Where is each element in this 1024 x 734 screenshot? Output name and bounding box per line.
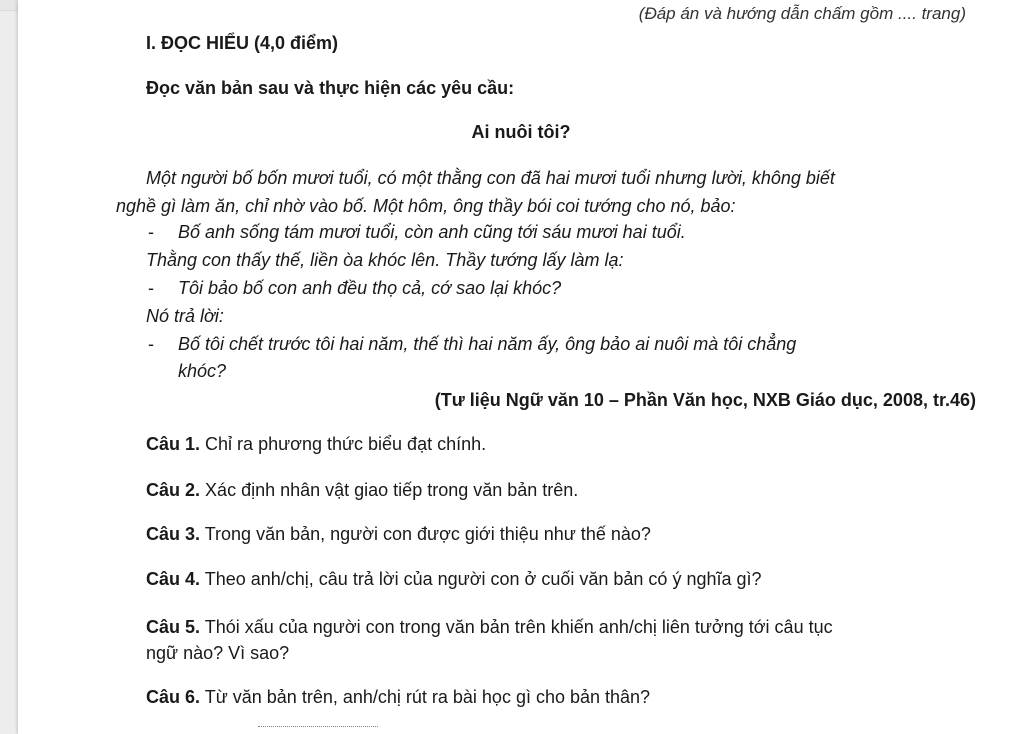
question-text: Xác định nhân vật giao tiếp trong văn bản trên. [205,480,579,500]
dialogue-dash: - [148,278,154,298]
question-item [146,687,650,708]
instruction-text: Đọc văn bản sau và thực hiện các yêu cầu: [146,78,515,98]
dialogue-dash: - [148,334,154,354]
question-item [146,617,833,638]
section-heading: I. ĐỌC HIỂU (4,0 điểm) [146,33,339,53]
story-line: Nó trả lời: [146,306,224,326]
story-source: (Tư liệu Ngữ văn 10 – Phần Văn học, NXB Giáo dục, 2008, tr.46) [434,390,976,410]
dialogue-dash: - [148,222,154,242]
question-item [146,569,762,590]
question-item [146,480,578,501]
story-line: nghề gì làm ăn, chỉ nhờ vào bố. Một hôm, ông thầy bói coi tướng cho nó, bảo: [116,196,736,216]
question-label: Câu 2. [146,480,201,500]
story-line: Bố anh sống tám mươi tuổi, còn anh cũng tới sáu mươi hai tuổi. [178,222,686,242]
question-label: Câu 1. [146,434,201,454]
question-text: Chỉ ra phương thức biểu đạt chính. [205,434,487,454]
question-label: Câu 5. [146,617,201,637]
question-item [146,524,651,545]
question-text: Trong văn bản, người con được giới thiệu như thế nào? [204,524,651,544]
answer-key-note: (Đáp án và hướng dẫn chấm gồm .... trang) [638,4,966,23]
question-text: Theo anh/chị, câu trả lời của người con ở cuối văn bản có ý nghĩa gì? [204,569,762,589]
question-label: Câu 6. [146,687,201,707]
question-text: Thói xấu của người con trong văn bản trên khiến anh/chị liên tưởng tới câu tục [204,617,833,637]
story-line: Tôi bảo bố con anh đều thọ cả, cớ sao lại khóc? [178,278,562,298]
story-line: khóc? [178,361,227,381]
story-line: Một người bố bốn mươi tuổi, có một thằng con đã hai mươi tuổi nhưng lười, không biết [146,168,835,188]
question-label: Câu 4. [146,569,201,589]
question-text: ngữ nào? Vì sao? [146,643,290,663]
question-item-continued [146,643,289,664]
story-title: Ai nuôi tôi? [471,122,571,142]
document-page[interactable] [18,0,1024,734]
question-text: Từ văn bản trên, anh/chị rút ra bài học gì cho bản thân? [204,687,651,707]
next-page-cutoff [258,726,378,733]
question-item [146,434,486,455]
story-line: Bố tôi chết trước tôi hai năm, thế thì hai năm ấy, ông bảo ai nuôi mà tôi chẳng [178,334,797,354]
story-line: Thằng con thấy thế, liền òa khóc lên. Thầy tướng lấy làm lạ: [146,250,624,270]
question-label: Câu 3. [146,524,201,544]
